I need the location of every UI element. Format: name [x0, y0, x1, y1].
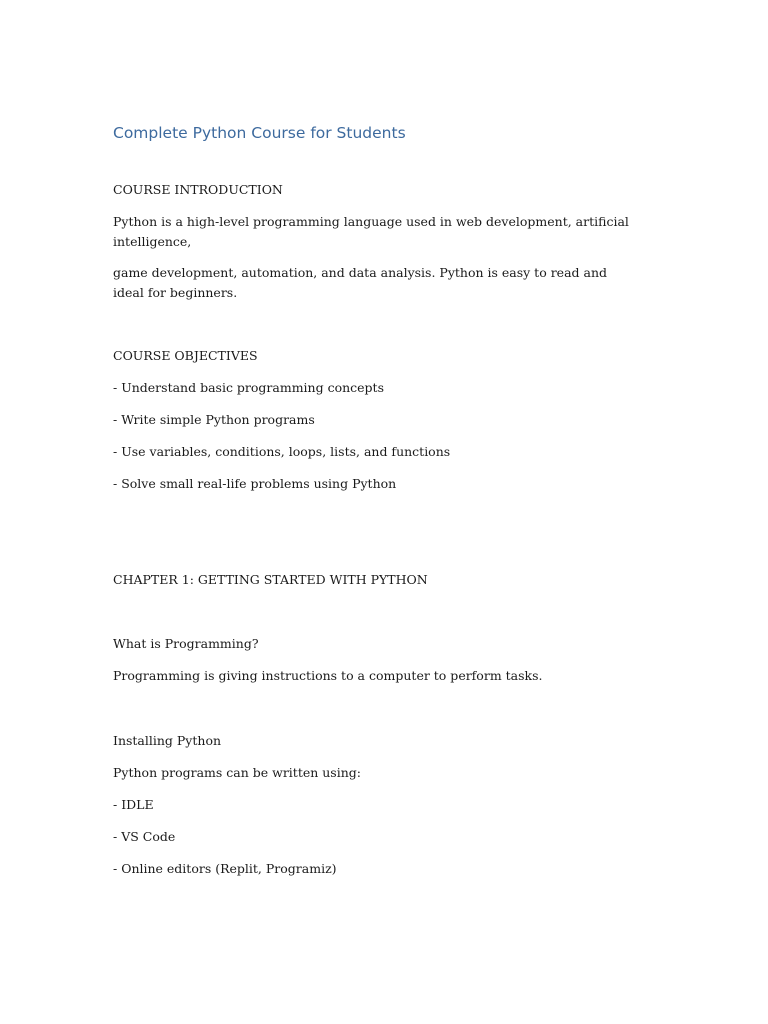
what-is-programming-heading: What is Programming? — [113, 636, 259, 651]
tool-item: - VS Code — [113, 829, 176, 844]
objective-item: - Use variables, conditions, loops, lists, and functions — [113, 444, 451, 459]
installing-python-text: Python programs can be written using: — [113, 765, 361, 780]
objective-item: - Understand basic programming concepts — [113, 380, 384, 395]
objective-item: - Write simple Python programs — [113, 412, 315, 427]
installing-python-heading: Installing Python — [113, 733, 222, 748]
intro-paragraph-2: game development, automation, and data analysis. Python is easy to read and ideal for beginners. — [113, 265, 608, 300]
what-is-programming-text: Programming is giving instructions to a computer to perform tasks. — [113, 668, 543, 683]
chapter-1-heading: CHAPTER 1: GETTING STARTED WITH PYTHON — [113, 572, 428, 587]
tool-item: - IDLE — [113, 797, 154, 812]
intro-paragraph-1: Python is a high-level programming language used in web development, artificial intelligence, — [113, 214, 629, 249]
intro-heading: COURSE INTRODUCTION — [113, 182, 283, 197]
document-title: Complete Python Course for Students — [113, 124, 406, 142]
objective-item: - Solve small real-life problems using Python — [113, 476, 397, 491]
tool-item: - Online editors (Replit, Programiz) — [113, 861, 337, 876]
objectives-heading: COURSE OBJECTIVES — [113, 348, 258, 363]
